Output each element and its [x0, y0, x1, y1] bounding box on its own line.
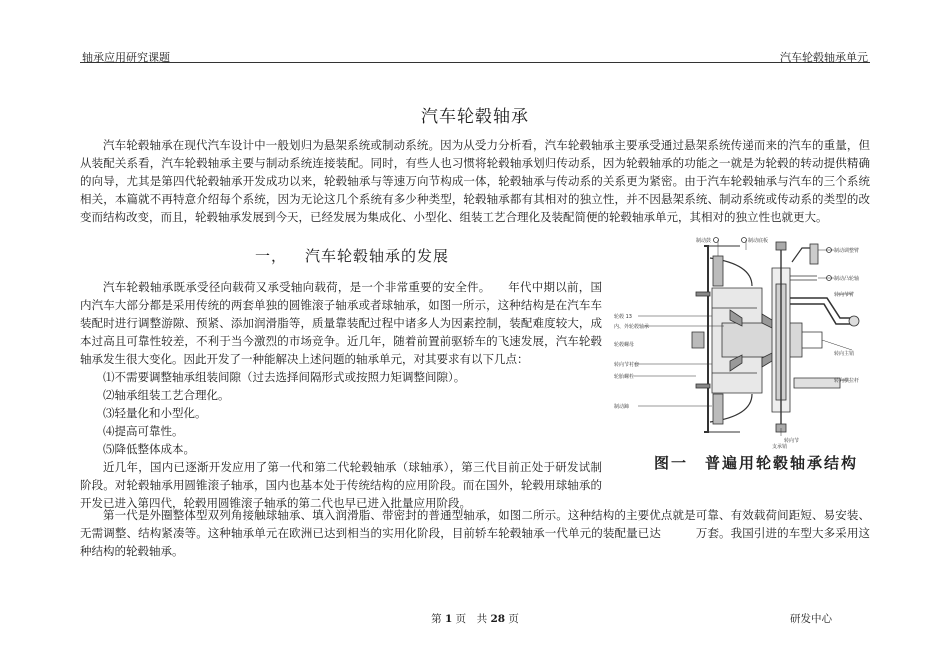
section-number: 一，	[255, 247, 288, 265]
label-hub-bearings: 内、外轮毂轴承	[614, 324, 650, 330]
body-paragraph-2: 近几年，国内已逐渐开发应用了第一代和第二代轮毂轴承（球轴承），第三代目前正处于研发试制阶段。对轮毂轴承用圆锥滚子轴承，国内也基本处于传统结构的应用阶段。而在国外，轮毂用球轴承的开发已进入第四代，轮毂用圆锥滚子轴承的第二代也早已进入批量应用阶段。	[80, 460, 602, 510]
label-hub: 轮毂 13	[614, 314, 632, 320]
total-pages: 28	[490, 613, 506, 625]
label-anchor-pin: 支承销	[772, 444, 788, 450]
label-adjuster-arm: 制动调整臂	[834, 248, 860, 254]
label-knuckle: 转向节	[784, 438, 800, 444]
body-paragraph-1: 汽车轮毂轴承既承受径向载荷又承受轴向载荷，是一个非常重要的安全件。 年代中期以前，国内汽车大部分都是采用传统的两套单独的圆锥滚子轴承或者球轴承，如图一所示，这种结构是在汽车车装配时进行调整游隙、预紧、添加润滑脂等，质量靠装配过程中诸多人为因素控制，装配难度较大，成本过高且可靠性较差，不利于当今激烈的市场竞争。近几年，随着前置前驱轿车的飞速发展，汽车轮毂轴承发生很大变化。因此开发了一种能解决上述问题的轴承单元，对其要求有以下几点：	[80, 280, 602, 366]
document-title: 汽车轮毂轴承	[421, 107, 529, 127]
page-suffix: 页	[508, 613, 519, 625]
label-brake-backplate: 制动底板	[748, 238, 769, 244]
label-tie-rod: 转向横拉杆	[834, 378, 860, 384]
label-brake-shoe: 制动蹄	[614, 404, 630, 410]
label-wheel-bolt: 轮胎螺栓	[614, 374, 635, 380]
body-paragraph-3: 第一代是外圈整体型双列角接触球轴承、填入润滑脂、带密封的普通型轴承，如图二所示。这种结构的主要优点就是可靠、有效载荷间距短、易安装、无需调整、结构紧凑等。这种轴承单元在欧洲已达到相当的实用化阶段，目前轿车轮毂轴承一代单元的装配量已达 万套。我国引进的车型大多采用这种结构的轮毂轴承。	[80, 508, 870, 558]
header-left: 轴承应用研究课题	[82, 51, 170, 64]
list-item: ⑴不需要调整轴承组装间隙（过去选择间隔形式或按照力矩调整间隙）。	[103, 370, 466, 384]
label-hub-nut: 轮毂螺母	[614, 342, 635, 348]
footer-department: 研发中心	[790, 613, 832, 625]
current-page: 1	[444, 613, 453, 625]
figure-caption: 图一 普遍用轮毂轴承结构	[654, 454, 859, 472]
section-title: 汽车轮毂轴承的发展	[305, 247, 450, 265]
header-right: 汽车轮毂轴承单元	[780, 51, 868, 64]
header-rule	[80, 62, 870, 63]
page-prefix: 第	[431, 613, 442, 625]
requirements-list	[80, 368, 465, 458]
hub-bearing-figure	[612, 228, 870, 473]
hub-bearing-diagram	[612, 228, 870, 450]
label-kingpin: 转向主销	[834, 351, 855, 357]
label-brake-drum: 制动鼓	[696, 238, 712, 244]
label-steering-arm: 转向节臂	[834, 292, 855, 298]
list-item: ⑸降低整体成本。	[103, 442, 195, 456]
section-heading	[255, 245, 449, 266]
list-item: ⑷提高可靠性。	[103, 424, 184, 438]
intro-paragraph: 汽车轮毂轴承在现代汽车设计中一般划归为悬架系统或制动系统。因为从受力分析看，汽车轮毂轴承主要承受通过悬架系统传递而来的汽车的重量，但从装配关系看，汽车轮毂轴承主要与制动系统连接装配。同时，有些人也习惯将轮毂轴承划归传动系，因为轮毂轴承的功能之一就是为轮毂的转动提供精确的向导，尤其是第四代轮毂轴承开发成功以来，轮毂轴承与等速万向节构成一体，轮毂轴承与传动系的关系更为紧密。由于汽车轮毂轴承与汽车的三个系统相关，本篇就不再特意介绍每个系统，因为无论这几个系统有多少种类型，轮毂轴承都有其相对的独立性，并不因悬架系统、制动系统或传动系的类型的改变而结构改变，而且，轮毂轴承发展到今天，已经发展为集成化、小型化、组装工艺合理化及装配简便的轮毂轴承单元，其相对的独立性也就更大。	[80, 138, 870, 224]
list-item: ⑶轻量化和小型化。	[103, 406, 207, 420]
page-mid: 页 共	[455, 613, 488, 625]
label-brake-camshaft: 制动凸轮轴	[834, 276, 860, 282]
list-item: ⑵轴承组装工艺合理化。	[103, 388, 230, 402]
label-knuckle-bushing: 转向节衬套	[614, 362, 640, 368]
